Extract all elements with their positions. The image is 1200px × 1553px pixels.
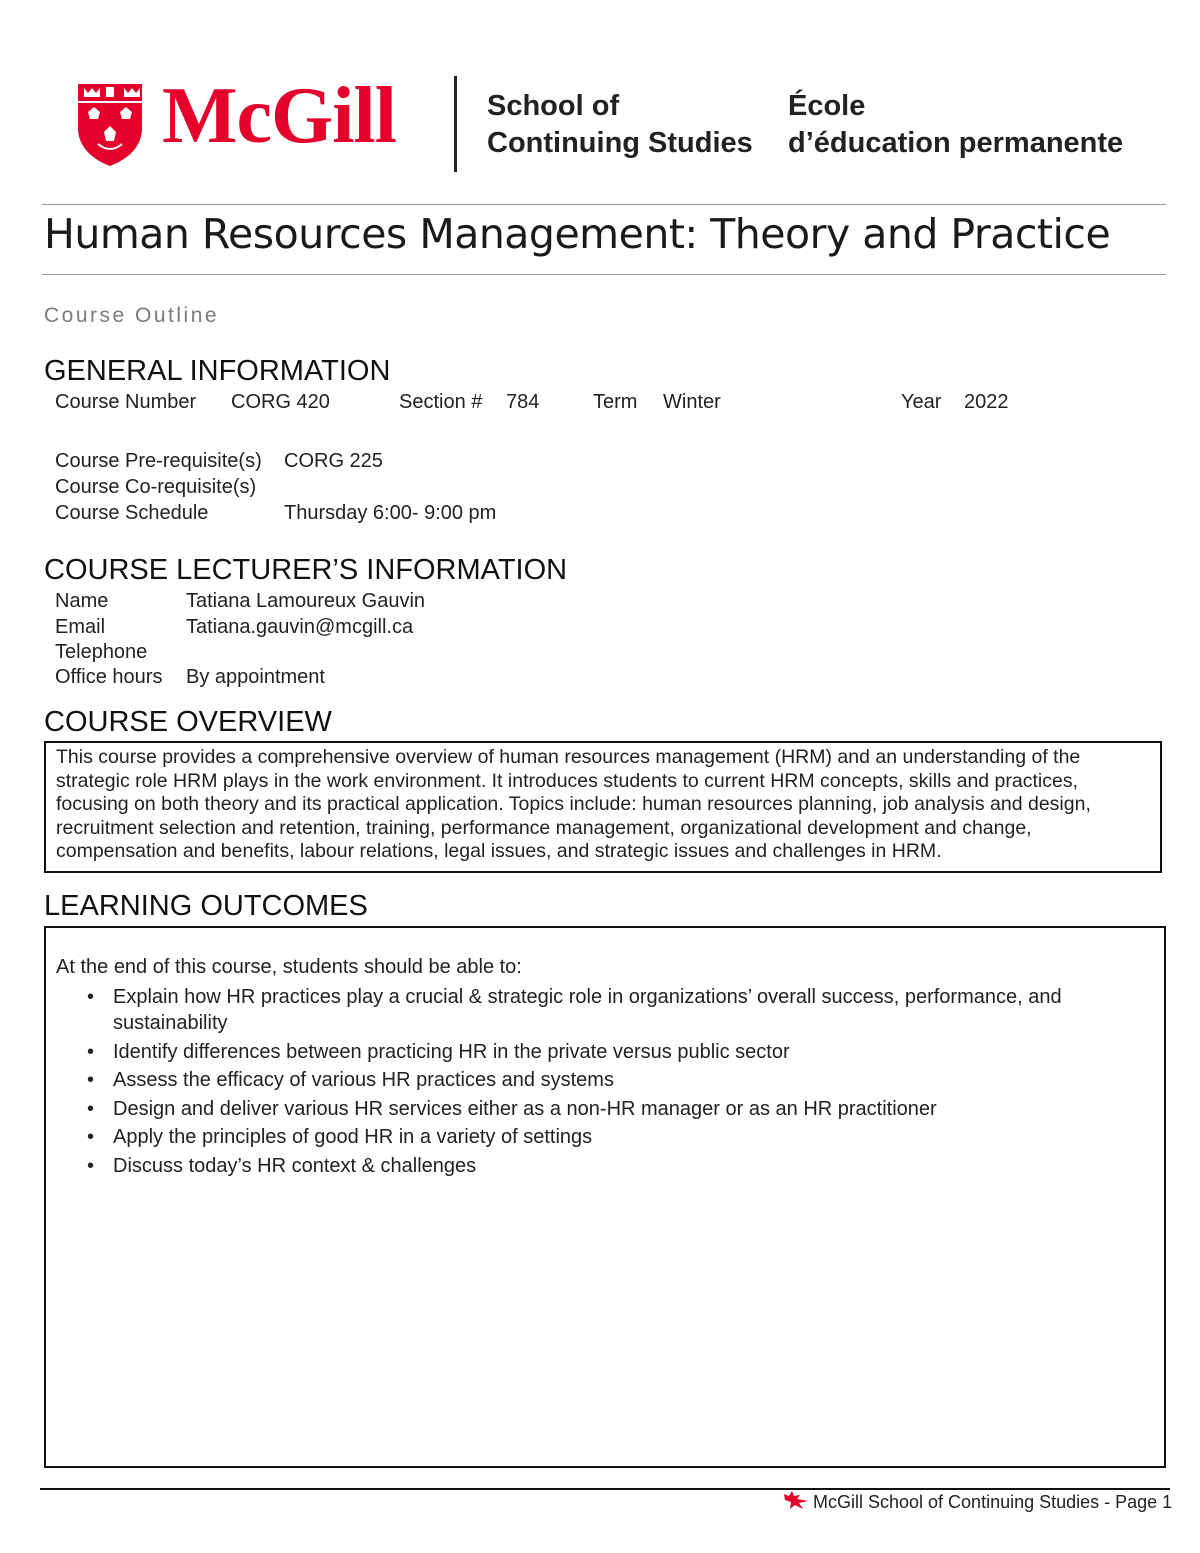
term-value: Winter bbox=[663, 391, 721, 413]
learning-outcomes-list bbox=[56, 984, 1116, 1181]
schedule-value: Thursday 6:00- 9:00 pm bbox=[284, 502, 497, 524]
list-item-text: Explain how HR practices play a crucial & strategic role in organizations’ overall success, performance, and sustainability bbox=[113, 986, 1062, 1034]
bullet-icon: • bbox=[87, 1154, 95, 1177]
list-item-text: Assess the efficacy of various HR practices and systems bbox=[113, 1069, 614, 1091]
logo-divider bbox=[454, 76, 457, 172]
footer-rule bbox=[40, 1488, 1170, 1490]
corequisite-label: Course Co-requisite(s) bbox=[55, 476, 257, 498]
mcgill-shield-logo bbox=[76, 82, 144, 168]
bullet-icon: • bbox=[87, 986, 95, 1008]
prerequisite-label: Course Pre-requisite(s) bbox=[55, 450, 262, 472]
section-label: Section # bbox=[399, 391, 483, 413]
office-hours-label: Office hours bbox=[55, 666, 163, 688]
year-value: 2022 bbox=[964, 391, 1009, 413]
page-title: Human Resources Management: Theory and Practice bbox=[44, 210, 1111, 258]
bullet-icon: • bbox=[87, 1040, 95, 1063]
course-number-value: CORG 420 bbox=[231, 391, 330, 413]
list-item-text: Discuss today’s HR context & challenges bbox=[113, 1154, 477, 1177]
school-en-line1: School of bbox=[487, 90, 620, 122]
list-item bbox=[56, 1067, 1116, 1093]
bullet-icon: • bbox=[87, 1097, 95, 1120]
course-overview-heading: COURSE OVERVIEW bbox=[44, 706, 332, 738]
list-item-text: Identify differences between practicing HR in the private versus public sector bbox=[113, 1040, 790, 1063]
general-information-heading: GENERAL INFORMATION bbox=[44, 355, 391, 387]
title-bottom-rule bbox=[42, 274, 1166, 275]
mcgill-wordmark: McGill bbox=[162, 72, 396, 160]
school-en-line2: Continuing Studies bbox=[487, 127, 753, 159]
school-fr-line1: École bbox=[788, 90, 866, 122]
prerequisite-value: CORG 225 bbox=[284, 450, 383, 472]
learning-outcomes-intro: At the end of this course, students should be able to: bbox=[56, 956, 522, 978]
term-label: Term bbox=[593, 391, 638, 413]
bullet-icon: • bbox=[87, 1126, 95, 1148]
office-hours-value: By appointment bbox=[186, 666, 325, 688]
list-item bbox=[56, 1039, 1116, 1065]
course-overview-text: This course provides a comprehensive overview of human resources management (HRM) and an understanding of the strategic role HRM plays in the work environment. It introduces students to current HRM concepts, skills and practices, focusing on both theory and its practical application. Topics include: human resources planning, job analysis and design, recruitment selection and retention, training, performance management, organizational development and change, compensation and benefits, labour relations, legal issues, and strategic issues and challenges in HRM. bbox=[56, 746, 1091, 863]
bullet-icon: • bbox=[87, 1069, 95, 1091]
course-overview-box bbox=[44, 741, 1162, 873]
course-number-label: Course Number bbox=[55, 391, 197, 413]
year-label: Year bbox=[901, 391, 942, 413]
mcgill-martlet-icon bbox=[783, 1490, 809, 1510]
learning-outcomes-heading: LEARNING OUTCOMES bbox=[44, 890, 368, 922]
list-item-text: Design and deliver various HR services either as a non-HR manager or as an HR practitioner bbox=[113, 1097, 937, 1120]
school-name-english bbox=[487, 88, 753, 162]
lecturer-information-heading: COURSE LECTURER’S INFORMATION bbox=[44, 554, 568, 586]
lecturer-email-label: Email bbox=[55, 616, 106, 638]
list-item-text: Apply the principles of good HR in a variety of settings bbox=[113, 1126, 593, 1148]
list-item bbox=[56, 1153, 1116, 1179]
school-name-french bbox=[788, 88, 1123, 162]
school-fr-line2: d’éducation permanente bbox=[788, 127, 1124, 159]
learning-outcomes-box bbox=[44, 926, 1166, 1468]
section-value: 784 bbox=[506, 391, 540, 413]
lecturer-telephone-label: Telephone bbox=[55, 641, 148, 663]
lecturer-name-label: Name bbox=[55, 590, 109, 612]
list-item bbox=[56, 984, 1116, 1036]
footer-page-label: McGill School of Continuing Studies - Page 1 bbox=[813, 1492, 1173, 1512]
schedule-label: Course Schedule bbox=[55, 502, 209, 524]
lecturer-email-value[interactable]: Tatiana.gauvin@mcgill.ca bbox=[186, 616, 414, 638]
lecturer-name-value: Tatiana Lamoureux Gauvin bbox=[186, 590, 426, 612]
list-item bbox=[56, 1124, 1116, 1150]
page-subtitle: Course Outline bbox=[44, 304, 220, 327]
title-top-rule bbox=[42, 204, 1166, 205]
list-item bbox=[56, 1096, 1116, 1122]
